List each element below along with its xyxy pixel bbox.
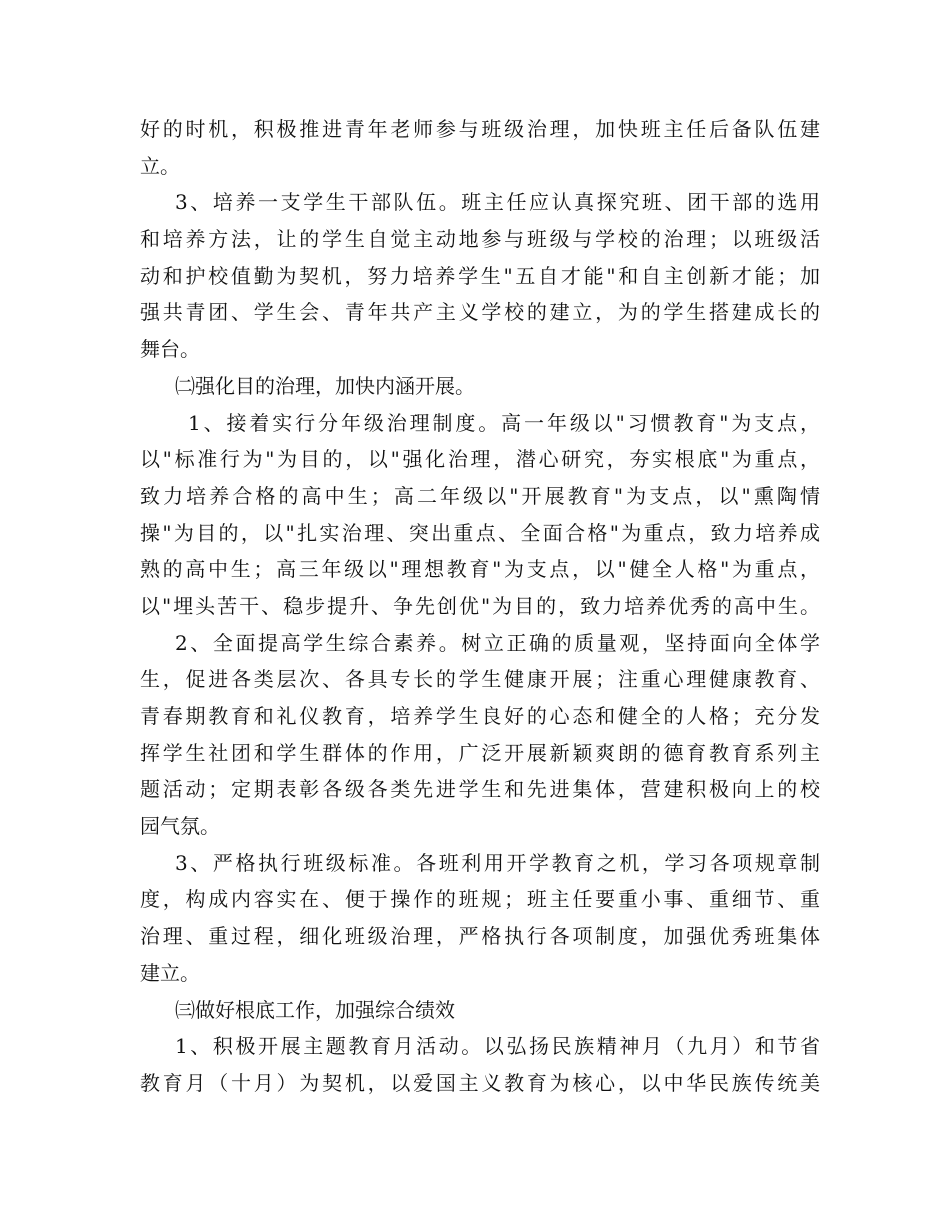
- text-line: ㈡强化目的治理，加快内涵开展。: [175, 373, 475, 398]
- text-line: 治理、重过程，细化班级治理，严格执行各项制度，加强优秀班集体: [140, 924, 820, 949]
- text-line: 舞台。: [140, 337, 200, 362]
- text-line: 2、全面提高学生综合素养。树立正确的质量观，坚持面向全体学: [175, 630, 820, 655]
- text-line: 度，构成内容实在、便于操作的班规；班主任要重小事、重细节、重: [140, 887, 820, 912]
- text-line: 好的时机，积极推进青年老师参与班级治理，加快班主任后备队伍建: [140, 117, 820, 141]
- text-line: 动和护校值勤为契机，努力培养学生"五自才能"和自主创新才能；加: [140, 263, 820, 288]
- text-line: 致力培养合格的高中生；高二年级以"开展教育"为支点，以"熏陶情: [140, 483, 820, 508]
- document-body: [140, 111, 820, 1102]
- text-line: 青春期教育和礼仪教育，培养学生良好的心态和健全的人格；充分发: [140, 704, 820, 728]
- text-line: 强共青团、学生会、青年共产主义学校的建立，为的学生搭建成长的: [140, 300, 820, 325]
- text-line: 以"标准行为"为目的，以"强化治理，潜心研究，夯实根底"为重点，: [140, 447, 820, 472]
- text-line: 3、严格执行班级标准。各班利用开学教育之机，学习各项规章制: [175, 850, 820, 875]
- text-line: 1、接着实行分年级治理制度。高一年级以"习惯教育"为支点，: [188, 410, 820, 435]
- text-line: 操"为目的，以"扎实治理、突出重点、全面合格"为重点，致力培养成: [140, 520, 820, 545]
- text-line: 题活动；定期表彰各级各类先进学生和先进集体，营建积极向上的校: [140, 777, 820, 802]
- text-line: 教育月（十月）为契机，以爱国主义教育为核心，以中华民族传统美: [140, 1070, 820, 1095]
- text-line: 挥学生社团和学生群体的作用，广泛开展新颖爽朗的德育教育系列主: [140, 740, 820, 765]
- text-line: 以"埋头苦干、稳步提升、争先创优"为目的，致力培养优秀的高中生。: [140, 593, 820, 618]
- text-line: 立。: [140, 153, 180, 178]
- text-line: 建立。: [140, 960, 200, 985]
- text-line: 和培养方法，让的学生自觉主动地参与班级与学校的治理；以班级活: [140, 227, 820, 252]
- text-line: ㈢做好根底工作，加强综合绩效: [175, 997, 455, 1022]
- text-line: 熟的高中生；高三年级以"理想教育"为支点，以"健全人格"为重点，: [140, 557, 820, 582]
- text-line: 3、培养一支学生干部队伍。班主任应认真探究班、团干部的选用: [175, 190, 820, 215]
- text-line: 生，促进各类层次、各具专长的学生健康开展；注重心理健康教育、: [140, 667, 820, 692]
- text-line: 1、积极开展主题教育月活动。以弘扬民族精神月（九月）和节省: [175, 1034, 820, 1059]
- text-line: 园气氛。: [140, 814, 220, 839]
